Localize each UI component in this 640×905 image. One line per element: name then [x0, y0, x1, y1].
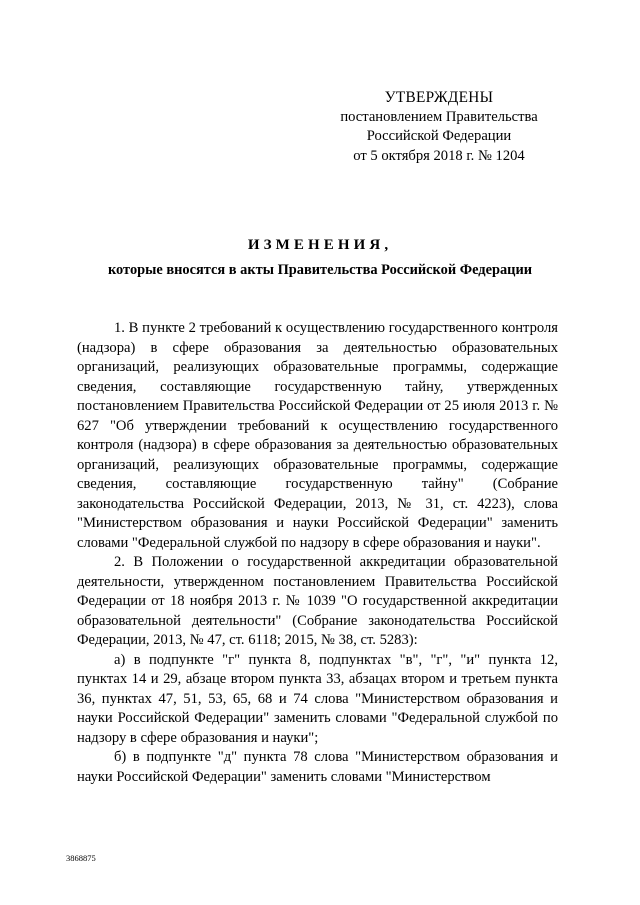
document-subtitle: которые вносятся в акты Правительства Российской Федерации — [107, 262, 533, 278]
approval-block — [330, 88, 548, 166]
document-body — [77, 319, 558, 787]
paragraph-2a: а) в подпункте "г" пункта 8, подпунктах "в", "г", "и" пункта 12, пунктах 14 и 29, абзаце втором пункта 33, абзацах втором и третьем пункта 36, пунктах 47, 51, 53, 65, 68 и 74 слова "Министерством образования и науки Российской Федерации" заменить словами "Федеральной службой по надзору в сфере образования и науки"; — [77, 651, 558, 746]
approval-line-3: от 5 октября 2018 г. № 1204 — [353, 147, 525, 164]
paragraph-2b: б) в подпункте "д" пункта 78 слова "Министерством образования и науки Российской Федерации" заменить словами "Министерством — [77, 749, 558, 785]
approval-heading: УТВЕРЖДЕНЫ — [384, 89, 494, 106]
approval-line-1: постановлением Правительства — [340, 108, 538, 125]
document-title: ИЗМЕНЕНИЯ, — [247, 237, 393, 253]
paragraph-2: 2. В Положении о государственной аккредитации образовательной деятельности, утвержденном постановлением Правительства Российской Федерации от 18 ноября 2013 г. № 1039 "О государственной аккредитации образовательной деятельности" (Собрание законодательства Российской Федерации, 2013, № 47, ст. 6118; 2015, № 38, ст. 5283): — [77, 554, 558, 648]
footer-document-code: 3868875 — [66, 853, 96, 863]
approval-line-2: Российской Федерации — [366, 128, 512, 144]
paragraph-1: 1. В пункте 2 требований к осуществлению государственного контроля (надзора) в сфере образования за деятельностью образовательных организаций, реализующих образовательные программы, содержащие сведения, составляющие государственную тайну, утвержденных постановлением Правительства Российской Федерации от 25 июля 2013 г. № 627 "Об утверждении требований к осуществлению государственного контроля (надзора) в сфере образования за деятельностью образовательных организаций, реализующих образовательные программы, содержащие сведения, составляющие государственную тайну" (Собрание законодательства Российской Федерации, 2013, № 31, ст. 4223), слова "Министерством образования и науки Российской Федерации" заменить словами "Федеральной службой по надзору в сфере образования и науки". — [77, 320, 558, 551]
